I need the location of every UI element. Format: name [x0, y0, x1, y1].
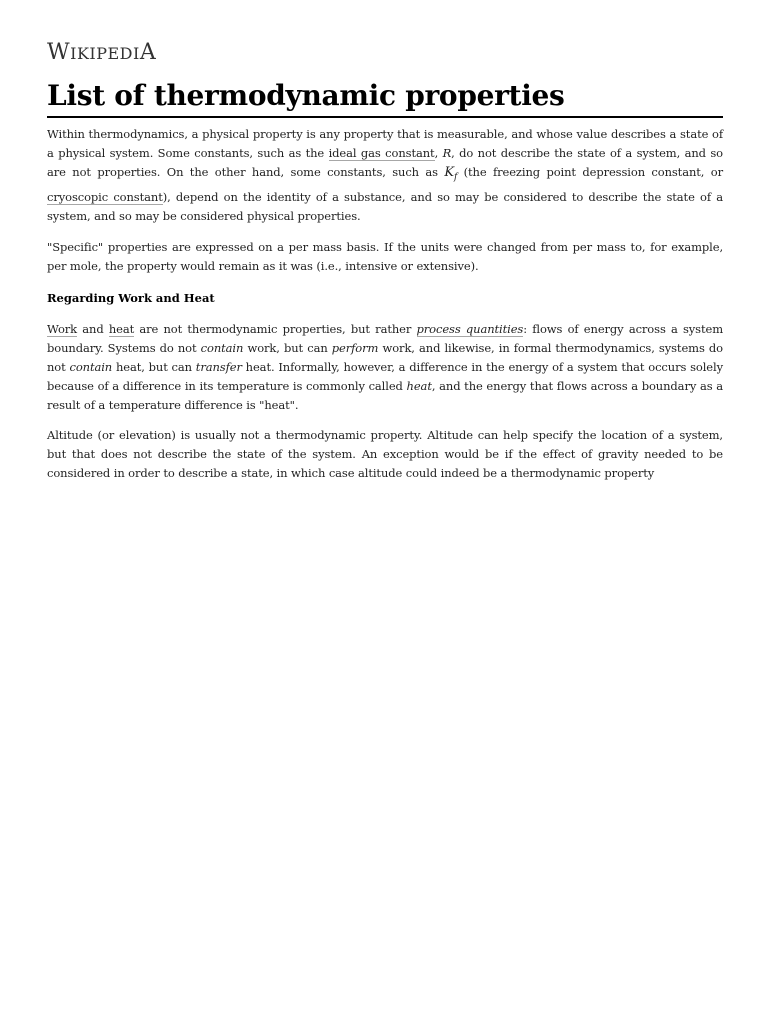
intro-text-1: Within thermodynamics, a physical property is any property that is measurable, and whose value describes a state of a physical system. Some constants, such as the — [47, 127, 723, 160]
altitude-paragraph: Altitude (or elevation) is usually not a thermodynamic property. Altitude can help specify the location of a system, but that does not describe the state of the system. An exception would be if the effect of gravity needed to be considered in order to describe a state, in which case altitude could indeed be a thermodynamic property — [47, 427, 723, 480]
intro-text-4: (the freezing point depression constant, or — [457, 165, 723, 179]
symbol-r: R — [442, 146, 452, 160]
work-heat-text-8: , and the energy that flows across a boundary as a result of a temperature difference is "heat". — [47, 378, 723, 412]
em-perform: perform — [331, 340, 379, 355]
work-heat-text-4: work, but can — [243, 340, 332, 355]
em-heat: heat — [406, 378, 432, 393]
page-content — [47, 40, 723, 483]
specific-properties-paragraph: "Specific" properties are expressed on a per mass basis. If the units were changed from per mass to, for example, per mole, the property would remain as it was (i.e., intensive or extensive). — [47, 239, 723, 273]
work-heat-text-3: : flows of energy across a system boundary. Systems do not — [47, 321, 724, 355]
em-contain-1: contain — [200, 340, 244, 355]
process-quantities-link[interactable]: process quantities — [416, 321, 524, 336]
wordmark-small-caps: IKIPEDI — [70, 44, 140, 63]
work-heat-text-6: heat, but can — [112, 359, 196, 374]
heat-link[interactable]: heat — [108, 321, 135, 336]
work-heat-paragraph — [47, 320, 723, 415]
symbol-k-subscript: f — [453, 172, 458, 183]
intro-text-5: ), depend on the identity of a substance, and so may be considered to describe the state of a system, and so may be considered physical properties. — [47, 189, 723, 223]
work-heat-text-7: heat. Informally, however, a difference in the energy of a system that occurs solely because of a difference in its temperature is commonly called — [47, 359, 723, 393]
work-heat-text-1: and — [77, 321, 109, 336]
symbol-kf — [444, 165, 458, 183]
intro-paragraph — [47, 125, 723, 226]
symbol-k: K — [444, 165, 454, 180]
wikipedia-wordmark[interactable] — [47, 40, 723, 66]
work-heat-text-2: are not thermodynamic properties, but rather — [134, 321, 417, 336]
wordmark-last-letter: A — [139, 40, 157, 65]
intro-text-2: , — [434, 146, 443, 160]
work-heat-text-5: work, and likewise, in formal thermodynamics, systems do not — [47, 340, 723, 374]
section-heading-work-heat: Regarding Work and Heat — [47, 290, 215, 305]
ideal-gas-constant-link[interactable]: ideal gas constant — [328, 146, 435, 160]
intro-text-3: , do not describe the state of a system, and so are not properties. On the other hand, some constants, such as — [47, 146, 723, 179]
em-contain-2: contain — [69, 359, 113, 374]
page-title: List of thermodynamic properties — [47, 78, 723, 118]
wordmark-first-letter: W — [47, 40, 71, 65]
cryoscopic-constant-link[interactable]: cryoscopic constant — [47, 189, 163, 204]
work-link[interactable]: Work — [47, 321, 78, 336]
em-transfer: transfer — [195, 359, 242, 374]
